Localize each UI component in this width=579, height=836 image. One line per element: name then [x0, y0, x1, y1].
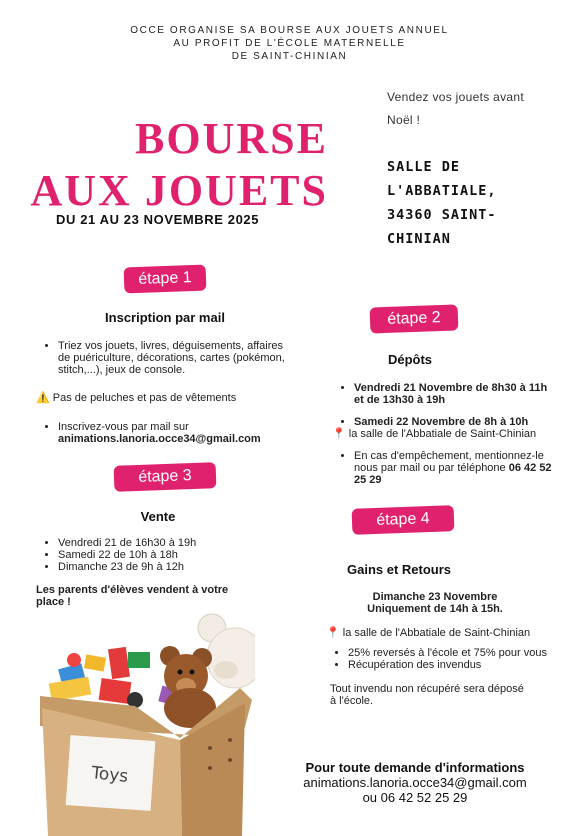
- header-line-1: OCCE ORGANISE SA BOURSE AUX JOUETS ANNUEL: [130, 25, 449, 36]
- bullet-2-text: Inscrivez-vous par mail sur: [58, 421, 189, 433]
- etape-4-content: [326, 627, 550, 707]
- etape-2-location-text: la salle de l'Abbatiale de Saint-Chinian: [348, 428, 537, 440]
- venue-line-1: SALLE DE: [387, 159, 461, 175]
- venue-address: [387, 155, 497, 251]
- contact-heading: Pour toute demande d'informations: [305, 760, 525, 775]
- etape-3-content: [36, 537, 296, 608]
- etape-4-item: • Récupération des invendus: [348, 659, 550, 671]
- etape-3-item: • Vendredi 21 de 16h30 à 19h: [58, 537, 296, 549]
- etape-4-date-line-1: Dimanche 23 Novembre: [372, 591, 498, 603]
- title-line-1: BOURSE: [135, 114, 328, 163]
- registration-email: animations.lanoria.occe34@gmail.com: [58, 433, 261, 445]
- etape-1-bullet-2: [58, 421, 296, 445]
- etape-4-note: Tout invendu non récupéré sera déposé à l'école.: [330, 683, 524, 707]
- etape-3-heading: Vente: [140, 509, 176, 524]
- etape-4-location-text: la salle de l'Abbatiale de Saint-Chinian: [342, 627, 531, 639]
- etape-2-bullet-3: [354, 450, 554, 486]
- pin-icon: 📍: [326, 627, 340, 639]
- etape-3-item: • Samedi 22 de 10h à 18h: [58, 549, 296, 561]
- contact-email: animations.lanoria.occe34@gmail.com: [303, 775, 527, 790]
- etape-1-badge: étape 1: [124, 265, 207, 294]
- pin-icon: 📍: [332, 428, 346, 440]
- header-line-3: DE SAINT-CHINIAN: [231, 51, 348, 62]
- contact-phone: 06 42 52 25 29: [354, 462, 552, 486]
- bullet-3-text: En cas d'empêchement, mentionnez-le nous par mail ou par téléphone: [354, 450, 544, 474]
- header: [0, 24, 579, 63]
- etape-2-bullet-1: • Vendredi 21 Novembre de 8h30 à 11h et de 13h30 à 19h: [354, 382, 554, 406]
- venue-line-4: CHINIAN: [387, 231, 451, 247]
- event-dates: DU 21 AU 23 NOVEMBRE 2025: [56, 212, 260, 227]
- etape-1-bullet-1: • Triez vos jouets, livres, déguisements, affaires de puériculture, décorations, cartes (pokémon, stitch,...), jeux de console.: [58, 340, 296, 376]
- warning-text: Pas de peluches et pas de vêtements: [52, 392, 237, 404]
- etape-2-bullet-2: • Samedi 22 Novembre de 8h à 10h: [354, 416, 554, 428]
- box-label: Toys: [90, 763, 130, 787]
- etape-4-heading: Gains et Retours: [346, 562, 452, 577]
- etape-3-item: • Dimanche 23 de 9h à 12h: [58, 561, 296, 573]
- etape-1-content: [36, 340, 296, 445]
- intro-line-2: Noël !: [387, 113, 421, 127]
- etape-1-heading: Inscription par mail: [105, 310, 225, 325]
- etape-4-date-line-2: Uniquement de 14h à 15h.: [367, 603, 503, 615]
- venue-line-2: L'ABBATIALE,: [387, 183, 497, 199]
- contact-block: [266, 760, 564, 805]
- etape-4-location: [326, 627, 550, 639]
- etape-4-badge: étape 4: [352, 505, 455, 535]
- intro-line-1: Vendez vos jouets avant: [387, 90, 524, 104]
- venue-line-3: 34360 SAINT-: [387, 207, 497, 223]
- warning-icon: ⚠️: [36, 392, 50, 404]
- toy-box-image: [30, 608, 255, 836]
- etape-3-note: Les parents d'élèves vendent à votre place !: [36, 584, 229, 608]
- etape-4-date: [310, 591, 560, 615]
- etape-2-badge: étape 2: [370, 304, 459, 333]
- header-line-2: AU PROFIT DE L'ÉCOLE MATERNELLE: [173, 38, 406, 49]
- contact-phone-line: ou 06 42 52 25 29: [362, 790, 468, 805]
- intro-text: [387, 86, 524, 132]
- etape-2-content: [332, 382, 554, 486]
- etape-3-badge: étape 3: [114, 462, 217, 492]
- etape-4-item: • 25% reversés à l'école et 75% pour vous: [348, 647, 550, 659]
- title-line-2: AUX JOUETS: [30, 166, 328, 215]
- etape-2-heading: Dépôts: [387, 352, 433, 367]
- warning-line: [36, 392, 296, 404]
- main-title: [10, 113, 328, 217]
- etape-2-location: [332, 428, 554, 440]
